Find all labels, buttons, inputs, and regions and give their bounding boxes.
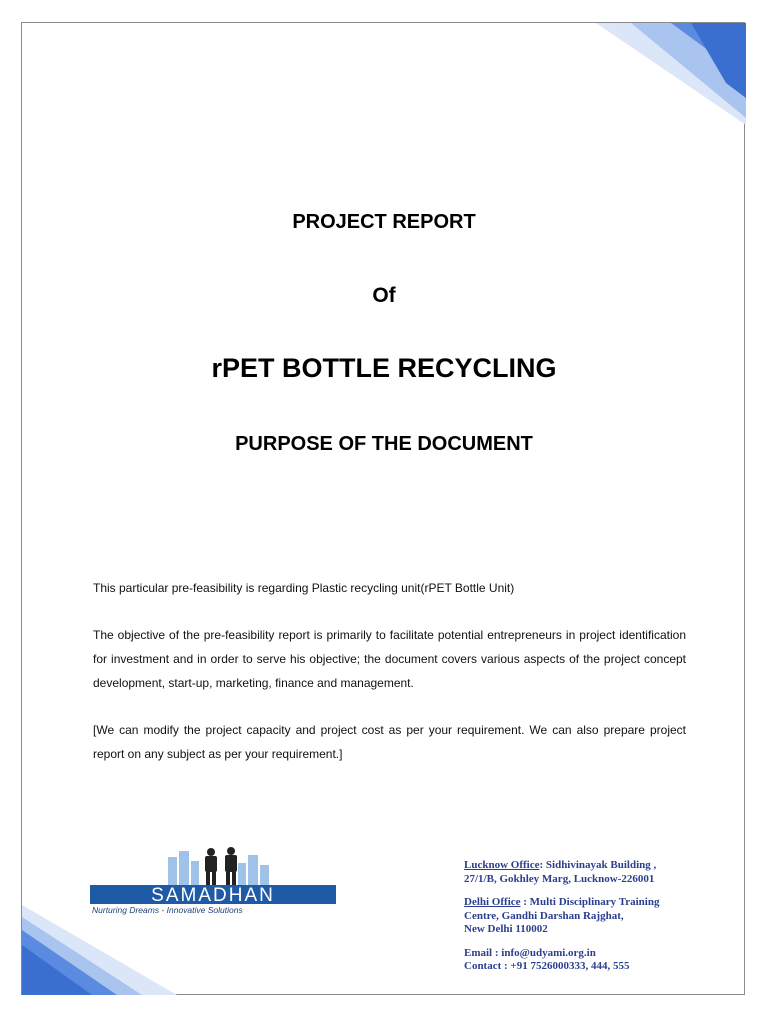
of-heading: Of [372, 284, 396, 307]
intro-paragraph: This particular pre-feasibility is regarding Plastic recycling unit(rPET Bottle Unit) [93, 581, 515, 595]
delhi-address-line3: New Delhi 110002 [464, 923, 548, 935]
report-heading: PROJECT REPORT [292, 211, 476, 233]
lucknow-address-line1: : Sidhivinayak Building , [539, 859, 657, 871]
corner-decoration-top-right [596, 23, 746, 125]
note-paragraph: [We can modify the project capacity and project cost as per your requirement. We can also prepare project report on any subject as per your requirement.] [93, 723, 686, 761]
logo-name: SAMADHAN [151, 885, 275, 906]
email-line[interactable]: Email : info@udyami.org.in [464, 946, 596, 959]
delhi-address-line1: : Multi Disciplinary Training [520, 896, 660, 908]
lucknow-office-label: Lucknow Office [464, 859, 540, 871]
contact-block [464, 859, 724, 974]
delhi-address-line2: Centre, Gandhi Darshan Rajghat, [464, 909, 624, 922]
lucknow-address-line2: 27/1/B, Gokhley Marg, Lucknow-226001 [464, 872, 655, 885]
corner-decoration-bottom-left [22, 905, 177, 995]
purpose-heading: PURPOSE OF THE DOCUMENT [235, 433, 533, 455]
phone-line: Contact : +91 7526000333, 444, 555 [464, 960, 630, 972]
samadhan-logo [88, 843, 340, 915]
delhi-office-label: Delhi Office [464, 896, 521, 908]
logo-tagline: Nurturing Dreams - Innovative Solutions [92, 905, 243, 915]
objective-paragraph: The objective of the pre-feasibility report is primarily to facilitate potential entrepreneurs in project identification for investment and in order to serve his objective; the document covers various aspects of the project concept development, start-up, marketing, finance and management. [93, 628, 686, 690]
document-title: rPET BOTTLE RECYCLING [211, 353, 557, 383]
